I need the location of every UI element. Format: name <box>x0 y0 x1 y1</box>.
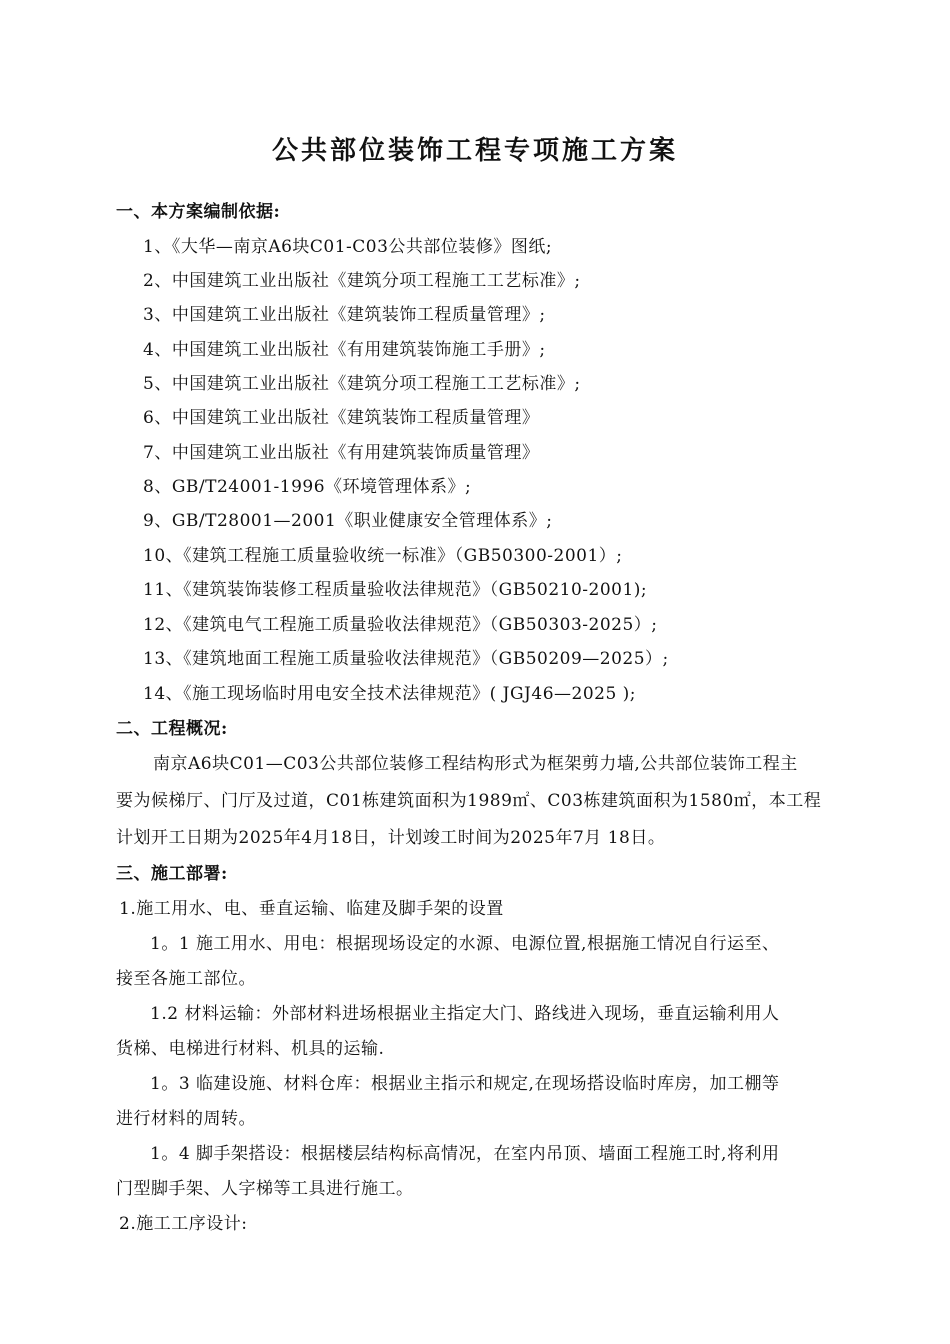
deployment-paragraph-line: 进行材料的周转。 <box>116 1109 256 1129</box>
subsection-title: 1.施工用水、电、垂直运输、临建及脚手架的设置 <box>119 899 504 919</box>
overview-paragraph-line: 南京A6块C01—C03公共部位装修工程结构形式为框架剪力墙,公共部位装饰工程主 <box>153 754 798 774</box>
basis-item: 3、中国建筑工业出版社《建筑装饰工程质量管理》; <box>143 305 546 325</box>
deployment-paragraph-line: 1。3 临建设施、材料仓库：根据业主指示和规定,在现场搭设临时库房，加工棚等 <box>150 1074 780 1094</box>
section-heading-basis: 一、本方案编制依据: <box>116 202 281 222</box>
deployment-paragraph-line: 货梯、电梯进行材料、机具的运输. <box>116 1039 385 1059</box>
section-heading-overview: 二、工程概况: <box>116 719 228 739</box>
deployment-paragraph-line: 门型脚手架、人字梯等工具进行施工。 <box>116 1179 414 1199</box>
basis-item: 4、中国建筑工业出版社《有用建筑装饰施工手册》; <box>143 340 546 360</box>
deployment-paragraph-line: 1。1 施工用水、用电：根据现场设定的水源、电源位置,根据施工情况自行运至、 <box>150 934 780 954</box>
basis-item: 8、GB/T24001-1996《环境管理体系》; <box>143 477 472 497</box>
deployment-paragraph-line: 1。4 脚手架搭设：根据楼层结构标高情况，在室内吊顶、墙面工程施工时,将利用 <box>150 1144 780 1164</box>
section-heading-deployment: 三、施工部署: <box>116 864 228 884</box>
basis-item: 7、中国建筑工业出版社《有用建筑装饰质量管理》 <box>143 443 540 463</box>
deployment-paragraph-line: 1.2 材料运输：外部材料进场根据业主指定大门、路线进入现场，垂直运输利用人 <box>150 1004 780 1024</box>
basis-item: 6、中国建筑工业出版社《建筑装饰工程质量管理》 <box>143 408 540 428</box>
subsection-title: 2.施工工序设计: <box>119 1214 248 1234</box>
basis-item: 14、《施工现场临时用电安全技术法律规范》( JGJ46—2025 ); <box>143 684 637 704</box>
deployment-paragraph-line: 接至各施工部位。 <box>116 969 256 989</box>
basis-item: 1、《大华—南京A6块C01-C03公共部位装修》图纸; <box>143 237 553 257</box>
basis-item: 13、《建筑地面工程施工质量验收法律规范》（GB50209—2025）; <box>143 649 669 669</box>
basis-item: 10、《建筑工程施工质量验收统一标准》（GB50300-2001）; <box>143 546 623 566</box>
basis-item: 9、GB/T28001—2001《职业健康安全管理体系》; <box>143 511 553 531</box>
overview-paragraph-line: 要为候梯厅、门厅及过道，C01栋建筑面积为1989㎡、C03栋建筑面积为1580㎡，本工程 <box>116 791 822 811</box>
basis-item: 5、中国建筑工业出版社《建筑分项工程施工工艺标准》; <box>143 374 581 394</box>
overview-paragraph-line: 计划开工日期为2025年4月18日，计划竣工时间为2025年7月 18日。 <box>116 828 666 848</box>
basis-item: 12、《建筑电气工程施工质量验收法律规范》（GB50303-2025）; <box>143 615 658 635</box>
document-title: 公共部位装饰工程专项施工方案 <box>271 136 678 166</box>
basis-item: 2、中国建筑工业出版社《建筑分项工程施工工艺标准》; <box>143 271 581 291</box>
basis-item: 11、《建筑装饰装修工程质量验收法律规范》（GB50210-2001); <box>143 580 648 600</box>
